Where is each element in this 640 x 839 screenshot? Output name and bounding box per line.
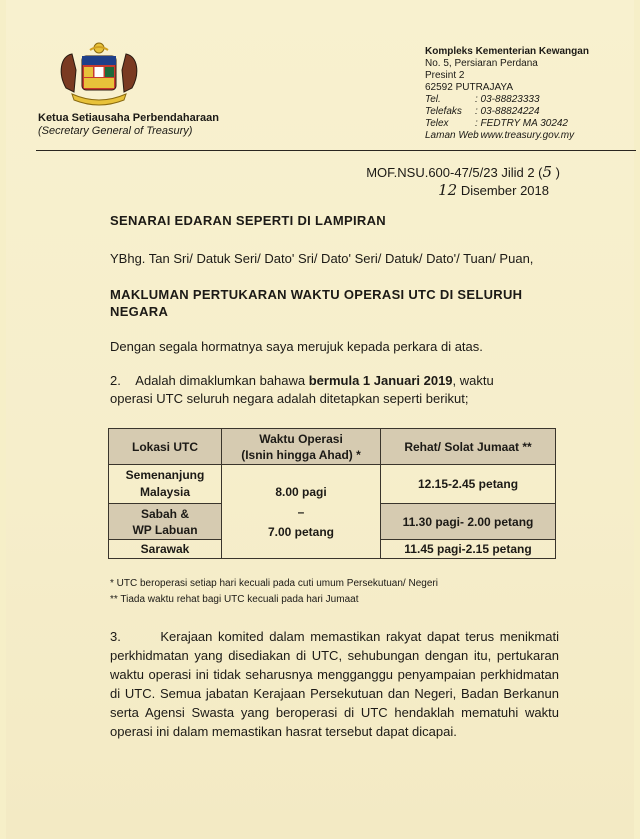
address-line: Presint 2	[425, 70, 465, 81]
handwritten-number: 5	[542, 163, 553, 181]
contact-value: : FEDTRY MA 30242	[475, 118, 568, 129]
handwritten-day: 12	[438, 181, 458, 199]
break-cell: 12.15-2.45 petang	[381, 465, 556, 504]
table-row	[109, 465, 556, 504]
letter-page	[6, 0, 634, 839]
paragraph-text: operasi UTC seluruh negara adalah ditetapkan seperti berikut;	[110, 391, 469, 406]
column-header: Rehat/ Solat Jumaat **	[381, 429, 556, 465]
subject-line: NEGARA	[110, 304, 169, 319]
contact-row	[425, 94, 589, 106]
table-header-row	[109, 429, 556, 465]
contact-label: Tel.	[425, 94, 441, 105]
column-header	[222, 429, 381, 465]
salutation: YBhg. Tan Sri/ Datuk Seri/ Dato' Sri/ Dato' Seri/ Datuk/ Dato'/ Tuan/ Puan,	[110, 251, 534, 266]
address-name: Kompleks Kementerian Kewangan	[425, 46, 589, 57]
footnote: ** Tiada waktu rehat bagi UTC kecuali pada hari Jumaat	[110, 594, 359, 605]
location-cell	[109, 465, 222, 504]
effective-date: bermula 1 Januari 2019	[308, 373, 453, 388]
paragraph-text: , waktu	[452, 373, 494, 388]
contact-row	[425, 130, 589, 142]
paragraph-1: Dengan segala hormatnya saya merujuk kepada perkara di atas.	[110, 339, 483, 354]
org-subtitle: (Secretary General of Treasury)	[38, 125, 193, 137]
paragraph-text: Adalah dimaklumkan bahawa	[135, 373, 309, 388]
org-title: Ketua Setiausaha Perbendaharaan	[38, 112, 219, 124]
footnote: * UTC beroperasi setiap hari kecuali pada cuti umum Persekutuan/ Negeri	[110, 578, 438, 589]
break-cell: 11.45 pagi-2.15 petang	[381, 540, 556, 559]
contact-label: Telefaks	[425, 106, 462, 117]
hours-text: 8.00 pagi	[275, 484, 327, 499]
contact-value: : 03-88824224	[475, 106, 540, 117]
break-cell: 11.30 pagi- 2.00 petang	[381, 504, 556, 540]
reference-number	[366, 163, 560, 181]
location-text: Sabah &	[140, 506, 189, 521]
operating-hours-table	[108, 428, 556, 559]
date-text: Disember 2018	[457, 183, 549, 198]
hours-text: –	[297, 504, 305, 519]
reference-close: )	[552, 165, 560, 180]
letter-date	[438, 181, 549, 199]
contact-value: : www.treasury.gov.my	[475, 130, 575, 141]
column-header-text: Waktu Operasi	[259, 431, 343, 446]
location-text: WP Labuan	[132, 522, 198, 537]
address-block	[425, 46, 589, 142]
operating-hours-cell	[222, 465, 381, 559]
location-cell: Sarawak	[109, 540, 222, 559]
header-divider	[36, 150, 636, 151]
address-line: No. 5, Persiaran Perdana	[425, 58, 538, 69]
paragraph-2	[110, 372, 559, 408]
location-text: Semenanjung	[125, 468, 205, 482]
contact-row	[425, 118, 589, 130]
recipients-line: SENARAI EDARAN SEPERTI DI LAMPIRAN	[110, 213, 386, 228]
contact-label: Telex	[425, 118, 449, 129]
contact-value: : 03-88823333	[475, 94, 540, 105]
column-header: Lokasi UTC	[109, 429, 222, 465]
contact-label: Laman Web	[425, 130, 479, 141]
column-header-text: (Isnin hingga Ahad) *	[241, 447, 361, 462]
paragraph-3: 3. Kerajaan komited dalam memastikan rakyat dapat terus menikmati perkhidmatan yang disediakan di UTC, sehubungan dengan itu, pertukaran waktu operasi ini tidak seharusnya mengganggu penyampaian perkhidmatan di UTC. Semua jabatan Kerajaan Persekutuan dan Negeri, Badan Berkanun serta Agensi Swasta yang beroperasi di UTC hendaklah mematuhi waktu operasi ini dalam memastikan hasrat tersebut dapat dicapai.	[110, 629, 559, 739]
subject-line: MAKLUMAN PERTUKARAN WAKTU OPERASI UTC DI SELURUH	[110, 287, 523, 302]
location-cell	[109, 504, 222, 540]
location-text: Malaysia	[139, 485, 191, 499]
hours-text: 7.00 petang	[267, 524, 335, 539]
contact-row	[425, 106, 589, 118]
address-line: 62592 PUTRAJAYA	[425, 82, 514, 93]
coat-of-arms-logo	[54, 40, 144, 108]
reference-text: MOF.NSU.600-47/5/23 Jilid 2 (	[366, 165, 543, 180]
paragraph-number: 2.	[110, 373, 121, 388]
